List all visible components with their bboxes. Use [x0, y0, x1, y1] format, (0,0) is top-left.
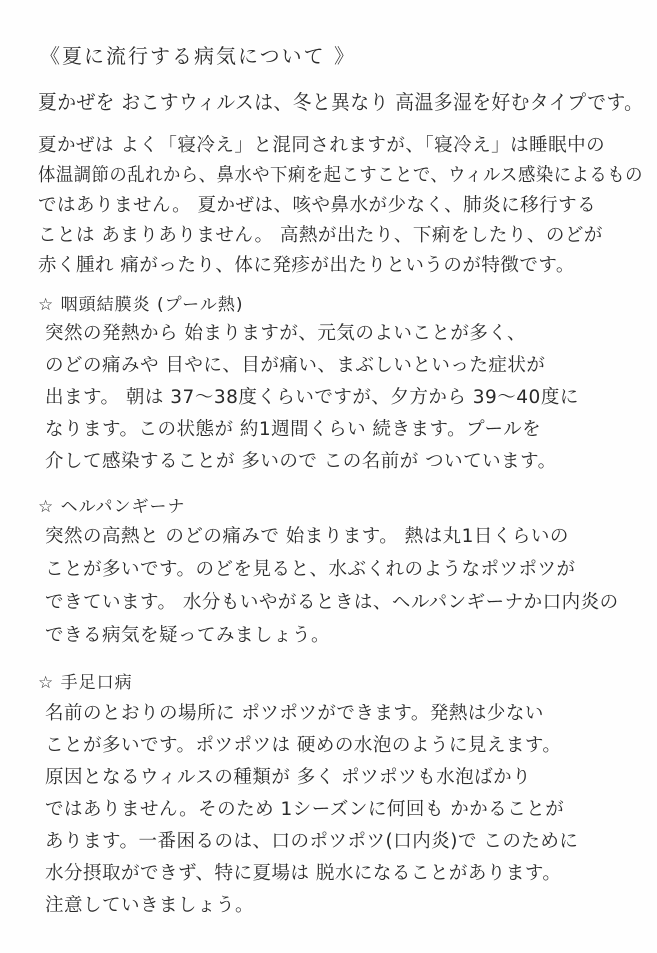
section-heading-herpangina: ☆ ヘルパンギーナ	[38, 497, 186, 517]
section-line: なります。この状態が 約1週間くらい 続きます。プールを	[45, 419, 542, 440]
document-title: 《夏に流行する病気について 》	[40, 44, 356, 68]
section-line: ことが多いです。のどを見ると、水ぶくれのようなポツポツが	[45, 559, 576, 580]
intro-lead: 夏かぜを おこすウィルスは、冬と異なり 高温多湿を好むタイプです。	[38, 90, 644, 114]
section-line: 出ます。 朝は 37～38度くらいですが、夕方から 39～40度に	[45, 387, 579, 408]
section-line: ことが多いです。ポツポツは 硬めの水泡のように見えます。	[45, 735, 562, 756]
intro-line: ではありません。 夏かぜは、咳や鼻水が少なく、肺炎に移行する	[38, 195, 597, 216]
intro-line: ことは あまりありません。 高熱が出たり、下痢をしたり、のどが	[38, 225, 603, 246]
intro-line: 夏かぜは よく「寝冷え」と混同されますが、「寝冷え」は睡眠中の	[38, 135, 606, 156]
section-line: 突然の発熱から 始まりますが、元気のよいことが多く、	[45, 323, 527, 344]
section-line: 突然の高熱と のどの痛みで 始まります。 熱は丸1日くらいの	[45, 526, 569, 547]
section-line: 原因となるウィルスの種類が 多く ポツポツも水泡ばかり	[45, 767, 532, 788]
section-line: 名前のとおりの場所に ポツポツができます。発熱は少ない	[45, 703, 544, 724]
intro-line: 赤く腫れ 痛がったり、体に発疹が出たりというのが特徴です。	[38, 255, 575, 276]
section-line: 注意していきましょう。	[45, 895, 255, 916]
section-line: 水分摂取ができず、特に夏場は 脱水になることがあります。	[45, 863, 562, 884]
section-line: できています。 水分もいやがるときは、ヘルパンギーナか口内炎の	[45, 592, 619, 613]
section-line: のどの痛みや 目やに、目が痛い、まぶしいといった症状が	[45, 355, 546, 376]
section-line: できる病気を疑ってみましょう。	[45, 625, 331, 646]
intro-line: 体温調節の乱れから、鼻水や下痢を起こすことで、ウィルス感染によるもの	[38, 165, 643, 186]
section-heading-hand-foot-mouth-disease: ☆ 手足口病	[38, 673, 133, 693]
section-line: ではありません。そのため 1シーズンに何回も かかることが	[45, 799, 565, 820]
section-line: 介して感染することが 多いので この名前が ついています。	[45, 451, 557, 472]
section-line: あります。一番困るのは、口のポツポツ(口内炎)で このために	[45, 831, 579, 852]
section-heading-pharyngoconjunctival-fever: ☆ 咽頭結膜炎 (プール熱)	[38, 295, 244, 315]
